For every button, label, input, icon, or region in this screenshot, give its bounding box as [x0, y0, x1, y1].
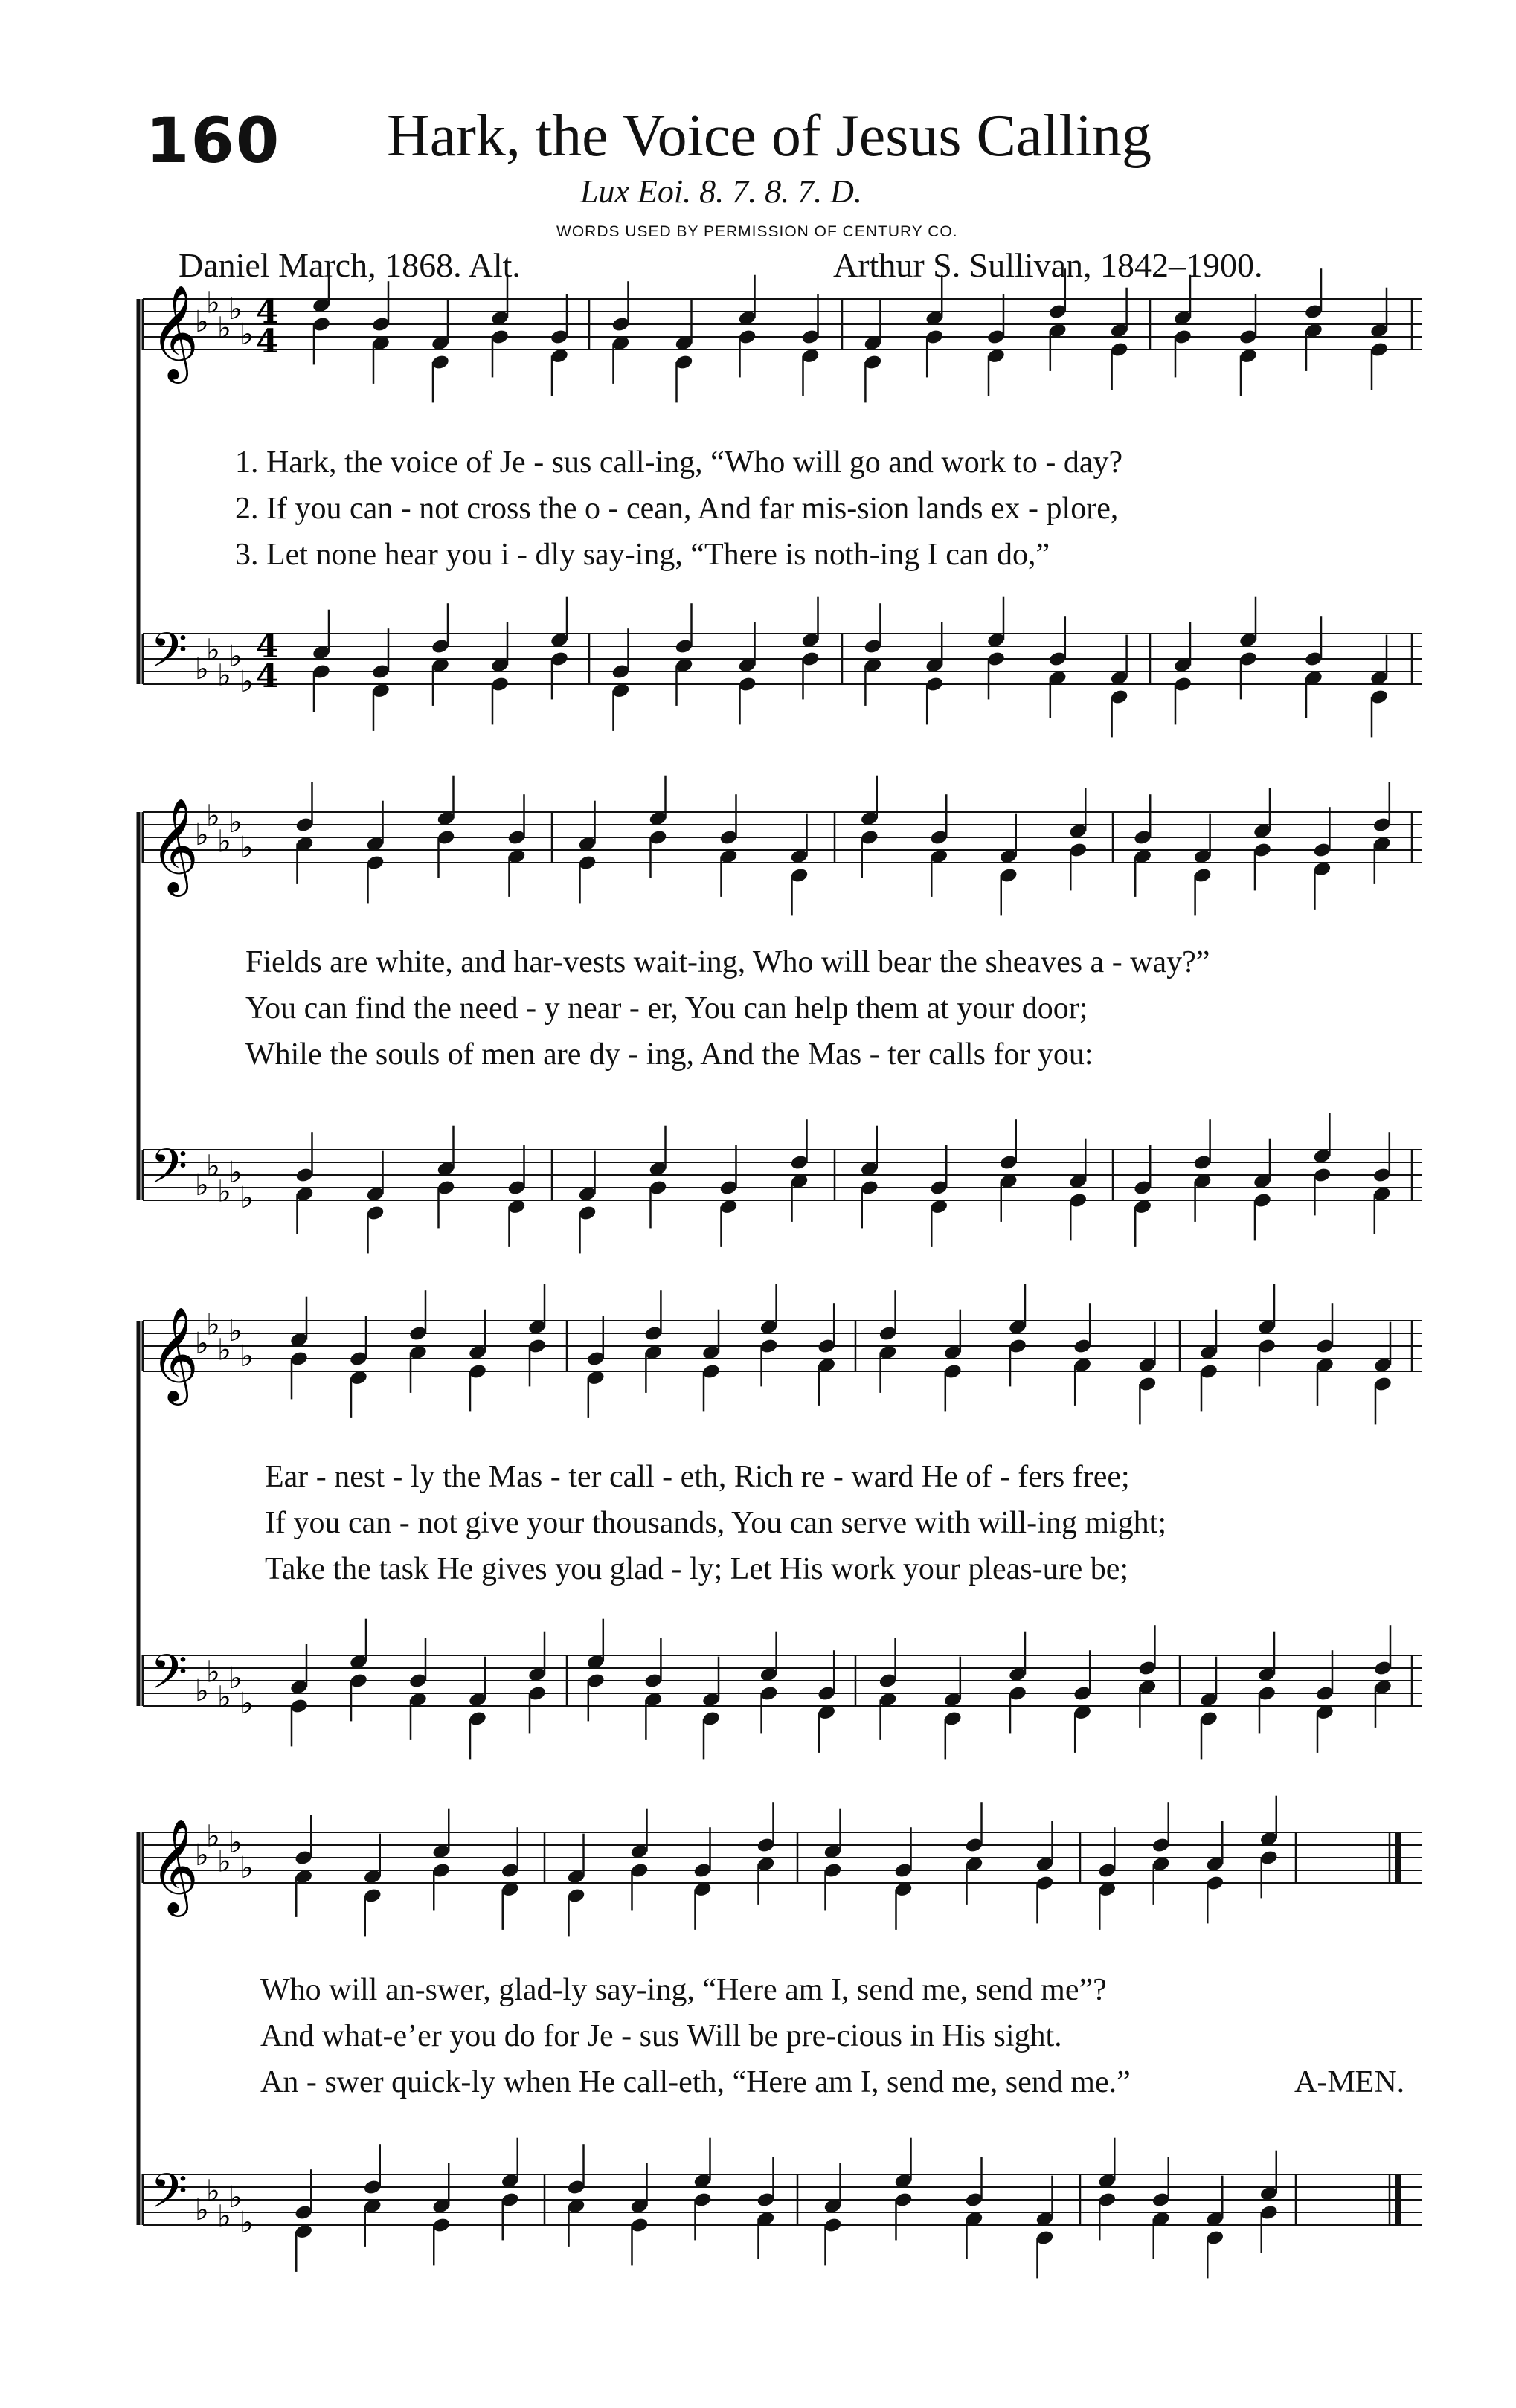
flat-icon: ♭ [195, 1327, 209, 1361]
flat-icon: ♭ [228, 2180, 243, 2215]
flat-icon: ♭ [206, 1307, 220, 1342]
flat-icon: ♭ [217, 1174, 231, 1209]
lyric-line: And what-e’er you do for Je - sus Will be pre-cious in His sight. [260, 2019, 1062, 2053]
flat-icon: ♭ [195, 1674, 209, 1708]
treble-clef-icon: 𝄞 [150, 284, 199, 379]
lyric-line: 1. Hark, the voice of Je - sus call-ing, “Who will go and work to - day? [235, 445, 1123, 480]
flat-icon: ♭ [195, 652, 209, 686]
flat-icon: ♭ [240, 1339, 254, 1374]
flat-icon: ♭ [206, 633, 220, 668]
flat-icon: ♭ [240, 318, 254, 352]
amen-label: A-MEN. [1294, 2065, 1405, 2099]
lyric-line: An - swer quick-ly when He call-eth, “Here am I, send me, send me.” A-MEN. [260, 2065, 1405, 2099]
flat-icon: ♭ [206, 1149, 220, 1184]
flat-icon: ♭ [206, 799, 220, 834]
time-signature: 4 [256, 657, 279, 695]
lyric-line: 2. If you can - not cross the o - cean, And far mis-sion lands ex - plore, [235, 492, 1119, 526]
lyric-line: Take the task He gives you glad - ly; Let His work your pleas-ure be; [265, 1552, 1129, 1586]
flat-icon: ♭ [228, 1314, 243, 1348]
lyric-line: Ear - nest - ly the Mas - ter call - eth, Rich re - ward He of - fers free; [265, 1460, 1130, 1494]
flat-icon: ♭ [195, 1168, 209, 1203]
tune-name: Lux Eoi. 8. 7. 8. 7. D. [580, 173, 862, 210]
flat-icon: ♭ [217, 2199, 231, 2234]
flat-icon: ♭ [240, 1687, 254, 1721]
flat-icon: ♭ [228, 1826, 243, 1860]
flat-icon: ♭ [240, 831, 254, 865]
bass-clef-icon: 𝄢 [150, 623, 188, 690]
lyric-line: 3. Let none hear you i - dly say-ing, “There is noth-ing I can do,” [235, 538, 1050, 572]
flat-icon: ♭ [195, 305, 209, 339]
lyric-line: If you can - not give your thousands, You can serve with will-ing might; [265, 1506, 1167, 1540]
permission-notice: WORDS USED BY PERMISSION OF CENTURY CO. [556, 223, 958, 240]
hymn-number: 160 [146, 104, 281, 177]
time-signature: 4 [256, 293, 279, 331]
bass-clef-icon: 𝄢 [150, 1139, 188, 1206]
flat-icon: ♭ [228, 640, 243, 674]
bass-clef-icon: 𝄢 [150, 1645, 188, 1712]
treble-clef-icon: 𝄞 [150, 1818, 199, 1913]
time-signature: 4 [256, 628, 279, 666]
flat-icon: ♭ [228, 805, 243, 840]
flat-icon: ♭ [217, 1680, 231, 1715]
time-signature: 4 [256, 323, 279, 361]
flat-icon: ♭ [240, 2206, 254, 2240]
lyric-line: While the souls of men are dy - ing, And the Mas - ter calls for you: [245, 1037, 1093, 1072]
lyric-line: Fields are white, and har-vests wait-ing, Who will bear the sheaves a - way?” [245, 945, 1210, 979]
treble-clef-icon: 𝄞 [150, 797, 199, 892]
music-composer: Arthur S. Sullivan, 1842–1900. [833, 246, 1263, 284]
flat-icon: ♭ [217, 311, 231, 346]
flat-icon: ♭ [217, 658, 231, 693]
flat-icon: ♭ [240, 1181, 254, 1215]
hymn-title: Hark, the Voice of Jesus Calling [387, 103, 1152, 169]
flat-icon: ♭ [195, 2193, 209, 2227]
treble-clef-icon: 𝄞 [150, 1306, 199, 1401]
flat-icon: ♭ [240, 1851, 254, 1885]
flat-icon: ♭ [217, 824, 231, 859]
flat-icon: ♭ [206, 1655, 220, 1690]
flat-icon: ♭ [195, 818, 209, 852]
lyric-line: You can find the need - y near - er, You can help them at your door; [245, 991, 1088, 1026]
flat-icon: ♭ [240, 665, 254, 699]
flat-icon: ♭ [217, 1844, 231, 1879]
flat-icon: ♭ [206, 286, 220, 321]
words-author: Daniel March, 1868. Alt. [179, 246, 521, 284]
flat-icon: ♭ [228, 1661, 243, 1696]
flat-icon: ♭ [206, 1819, 220, 1854]
bass-clef-icon: 𝄢 [150, 2164, 188, 2231]
flat-icon: ♭ [206, 2174, 220, 2209]
flat-icon: ♭ [195, 1838, 209, 1873]
lyric-line: Who will an-swer, glad-ly say-ing, “Here am I, send me, send me”? [260, 1973, 1107, 2007]
flat-icon: ♭ [217, 1333, 231, 1368]
flat-icon: ♭ [228, 1156, 243, 1190]
flat-icon: ♭ [228, 292, 243, 326]
